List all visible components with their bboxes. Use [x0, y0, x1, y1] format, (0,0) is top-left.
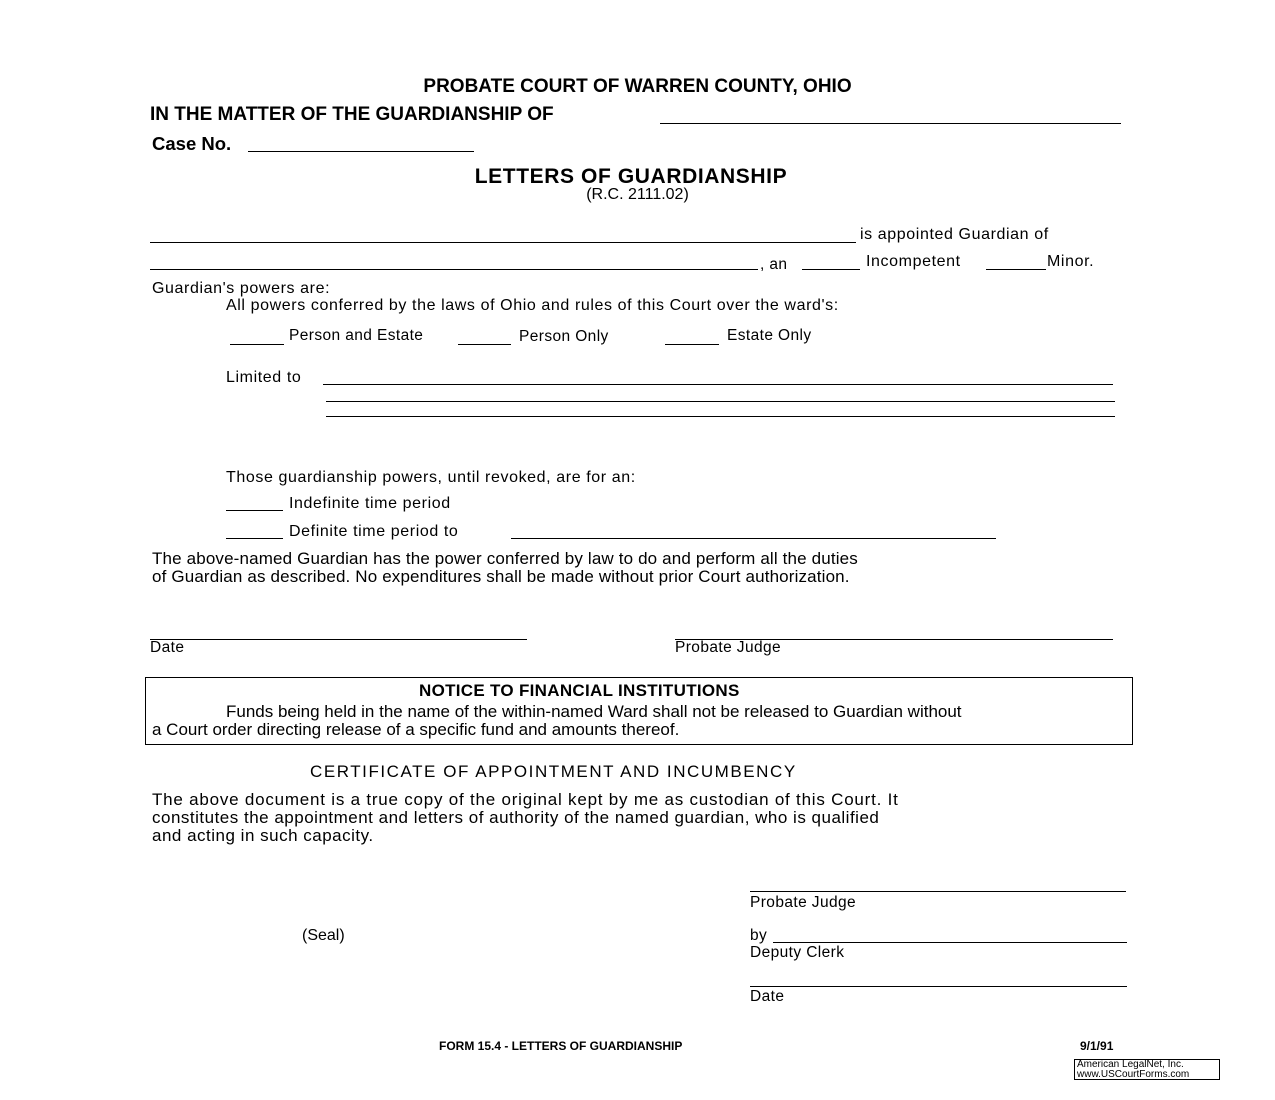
ward-field[interactable] — [150, 269, 758, 270]
date-label: Date — [150, 639, 185, 656]
person-only-label: Person Only — [519, 328, 609, 345]
until-revoked-text: Those guardianship powers, until revoked, are for an: — [226, 469, 636, 486]
powers-heading: Guardian's powers are: — [152, 280, 331, 297]
guardian-name-field[interactable] — [150, 242, 856, 243]
cert-date-line[interactable] — [750, 986, 1127, 987]
cert-probate-judge-label: Probate Judge — [750, 894, 857, 911]
indefinite-blank[interactable] — [226, 510, 283, 511]
publisher-line-2: www.USCourtForms.com — [1077, 1069, 1190, 1080]
date-signature-line[interactable] — [150, 639, 527, 640]
duties-line-1: The above-named Guardian has the power conferred by law to do and perform all the duties — [152, 549, 858, 568]
incompetent-label: Incompetent — [866, 253, 961, 270]
indefinite-label: Indefinite time period — [289, 495, 451, 512]
certificate-line-3: and acting in such capacity. — [152, 826, 374, 845]
cert-date-label: Date — [750, 988, 785, 1005]
estate-only-label: Estate Only — [727, 327, 812, 344]
deputy-clerk-label: Deputy Clerk — [750, 944, 845, 961]
publisher-line-1: American LegalNet, Inc. — [1077, 1059, 1184, 1070]
revision-date: 9/1/91 — [1080, 1039, 1114, 1053]
by-label: by — [750, 927, 768, 944]
an-text: , an — [760, 256, 788, 273]
deputy-clerk-signature-line[interactable] — [773, 942, 1127, 943]
person-only-blank[interactable] — [458, 344, 511, 345]
estate-only-blank[interactable] — [665, 344, 719, 345]
document-title: LETTERS OF GUARDIANSHIP — [474, 165, 788, 188]
minor-label: Minor. — [1047, 253, 1095, 270]
court-title: PROBATE COURT OF WARREN COUNTY, OHIO — [423, 76, 852, 97]
notice-line-2: a Court order directing release of a specific fund and amounts thereof. — [152, 720, 680, 739]
incompetent-blank[interactable] — [802, 269, 860, 270]
statute-reference: (R.C. 2111.02) — [586, 186, 689, 203]
limited-to-label: Limited to — [226, 369, 302, 386]
seal-label: (Seal) — [302, 927, 345, 944]
cert-judge-signature-line[interactable] — [750, 891, 1126, 892]
ward-name-field[interactable] — [660, 123, 1121, 124]
appointed-text: is appointed Guardian of — [860, 226, 1049, 243]
definite-blank[interactable] — [226, 538, 283, 539]
certificate-line-2: constitutes the appointment and letters of authority of the named guardian, who is qualified — [152, 808, 880, 827]
duties-line-2: of Guardian as described. No expenditures shall be made without prior Court authorization. — [152, 567, 850, 586]
notice-title: NOTICE TO FINANCIAL INSTITUTIONS — [419, 681, 740, 700]
definite-date-field[interactable] — [511, 538, 996, 539]
all-powers-text: All powers conferred by the laws of Ohio and rules of this Court over the ward's: — [226, 297, 839, 314]
case-no-label: Case No. — [152, 133, 232, 154]
certificate-line-1: The above document is a true copy of the original kept by me as custodian of this Court. It — [152, 790, 899, 809]
case-no-field[interactable] — [248, 151, 474, 152]
notice-line-1: Funds being held in the name of the within-named Ward shall not be released to Guardian without — [226, 702, 962, 721]
form-footer: FORM 15.4 - LETTERS OF GUARDIANSHIP — [439, 1039, 683, 1053]
limited-to-field-2[interactable] — [326, 401, 1115, 402]
minor-blank[interactable] — [986, 269, 1046, 270]
person-estate-blank[interactable] — [230, 344, 284, 345]
probate-judge-label: Probate Judge — [675, 639, 782, 656]
person-estate-label: Person and Estate — [289, 327, 424, 344]
publisher-stamp — [1074, 1059, 1220, 1080]
definite-label: Definite time period to — [289, 523, 459, 540]
limited-to-field-1[interactable] — [323, 384, 1113, 385]
certificate-title: CERTIFICATE OF APPOINTMENT AND INCUMBENCY — [310, 762, 797, 781]
guardianship-matter-label: IN THE MATTER OF THE GUARDIANSHIP OF — [150, 104, 554, 125]
limited-to-field-3[interactable] — [326, 416, 1115, 417]
